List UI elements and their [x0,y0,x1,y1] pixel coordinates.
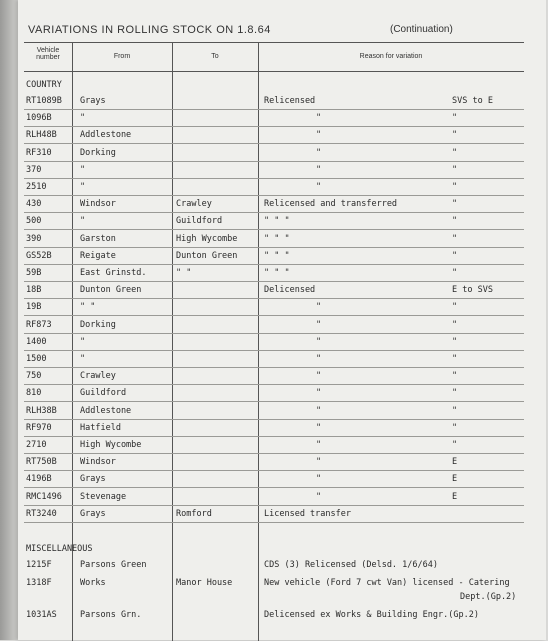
table-row [24,317,524,334]
header-vehicle: Vehicle number [36,47,60,61]
table-row [24,179,524,196]
reason-extra: " [452,336,458,347]
from-garage: East Grinstd. [80,268,147,278]
table-row-continuation [24,589,524,606]
from-garage: " [80,336,86,347]
ditto-mark: " [316,336,322,347]
ditto-mark: " [316,388,322,399]
table-row [24,127,524,144]
from-garage: Garston [80,233,116,244]
table-row [24,471,524,488]
from-garage: " [80,164,86,175]
vehicle-number: 1500 [26,354,47,364]
reason-text: New vehicle (Ford 7 cwt Van) licensed - Catering [264,578,510,588]
reason-extra: E to SVS [452,285,493,296]
to-garage: Guildford [176,216,223,227]
from-garage: Reigate [80,250,116,261]
reason-extra: " [452,199,458,210]
section-label: COUNTRY [26,80,62,90]
from-garage: " [80,216,86,227]
ditto-mark: " [316,354,322,364]
to-garage: " " [176,268,192,278]
table-row [24,385,524,402]
reason-extra: " [452,113,458,124]
reason-extra: " [452,182,458,192]
reason-extra: E [452,457,458,468]
reason-text: Relicensed and transferred [264,199,398,210]
table-row [24,93,524,110]
from-garage: Parsons Grn. [80,610,142,620]
reason-extra: " [452,371,458,382]
vehicle-number: 1215F [26,560,52,570]
header-from: From [113,53,131,60]
from-garage: Guildford [80,388,127,399]
vehicle-number: 2710 [26,440,47,450]
table-row [24,506,524,523]
document-title: VARIATIONS IN ROLLING STOCK ON 1.8.64 [28,24,271,36]
vehicle-number: 19B [26,302,42,313]
ditto-mark: " [316,147,322,158]
vehicle-number: 390 [26,233,42,244]
table-row [24,351,524,368]
reason-extra: E [452,474,458,485]
reason-extra: " [452,268,458,278]
table-row [24,110,524,127]
vehicle-number: 2510 [26,182,47,192]
reason-extra: " [452,233,458,244]
vehicle-number: 1400 [26,336,47,347]
section-label: MISCELLANEOUS [26,544,93,554]
to-garage: High Wycombe [176,233,238,244]
vehicle-number: RLH38B [26,405,57,416]
table-row [24,231,524,248]
vehicle-number: RMC1496 [26,491,62,502]
table-row [24,145,524,162]
to-garage: Romford [176,508,212,519]
ditto-mark: " [316,182,322,192]
vehicle-number: RT750B [26,457,57,468]
reason-extra: " [452,216,458,227]
from-garage: Grays [80,508,106,519]
table-header [24,43,524,72]
ditto-mark: " [316,319,322,330]
to-garage: Dunton Green [176,250,238,261]
vehicle-number: 1096B [26,113,52,124]
table-row [24,213,524,230]
section-country [24,77,524,94]
table-row [24,437,524,454]
reason-extra: SVS to E [452,96,493,106]
reason-extra: " [452,319,458,330]
continuation-label: (Continuation) [390,24,453,35]
reason-text: Delicensed [264,285,316,296]
reason-extra: " [452,250,458,261]
from-garage: Windsor [80,199,116,210]
from-garage: Works [80,578,106,588]
vehicle-number: 370 [26,164,42,175]
reason-extra: " [452,422,458,433]
from-garage: Addlestone [80,130,132,141]
from-garage: Crawley [80,371,116,382]
ditto-mark: " [316,457,322,468]
reason-text: CDS (3) Relicensed (Delsd. 1/6/64) [264,560,438,570]
from-garage: Grays [80,96,106,106]
reason-extra: " [452,147,458,158]
ditto-mark: " [316,371,322,382]
ditto-mark: " [316,474,322,485]
vehicle-number: GS52B [26,250,52,261]
reason-text: " " " [264,216,290,227]
table-row [24,557,524,574]
table-row [24,403,524,420]
reason-text: " " " [264,233,290,244]
reason-extra: " [452,388,458,399]
ditto-mark: " [316,113,322,124]
table-row [24,299,524,316]
table-row [24,334,524,351]
reason-text: " " " [264,268,290,278]
from-garage: Stevenage [80,491,127,502]
from-garage: " [80,354,86,364]
page-edge [0,0,18,640]
reason-extra: " [452,405,458,416]
vehicle-number: 4196B [26,474,52,485]
table-row [24,282,524,299]
reason-extra: " [452,354,458,364]
ditto-mark: " [316,302,322,313]
from-garage: Grays [80,474,106,485]
reason-text: Licensed transfer [264,508,351,519]
table-row [24,196,524,213]
table-row [24,420,524,437]
vehicle-number: 810 [26,388,42,399]
reason-extra: " [452,164,458,175]
ditto-mark: " [316,440,322,450]
section-misc [24,541,524,558]
from-garage: Dorking [80,319,116,330]
vehicle-number: RF970 [26,422,52,433]
vehicle-number: 430 [26,199,42,210]
table-row [24,248,524,265]
reason-extra: " [452,130,458,141]
vehicle-number: RT3240 [26,508,57,519]
header-to: To [211,53,219,60]
from-garage: Dunton Green [80,285,142,296]
variations-table [24,42,524,641]
from-garage: Addlestone [80,405,132,416]
table-row [24,265,524,282]
vehicle-number: RF873 [26,319,52,330]
ditto-mark: " [316,130,322,141]
vehicle-number: RF310 [26,147,52,158]
from-garage: Dorking [80,147,116,158]
ditto-mark: " [316,405,322,416]
ditto-mark: " [316,422,322,433]
from-garage: High Wycombe [80,440,142,450]
vehicle-number: 500 [26,216,42,227]
from-garage: " [80,113,86,124]
header-reason: Reason for variation [359,53,423,60]
table-row [24,162,524,179]
from-garage: Parsons Green [80,560,147,570]
ditto-mark: " [316,164,322,175]
vehicle-number: RLH48B [26,130,57,141]
row-rule [24,522,524,523]
from-garage: Windsor [80,457,116,468]
reason-extra: Dept.(Gp.2) [460,592,517,602]
vehicle-number: 59B [26,268,42,278]
table-row [24,368,524,385]
from-garage: Hatfield [80,422,121,433]
vehicle-number: RT1089B [26,96,62,106]
vehicle-number: 750 [26,371,42,382]
table-row [24,454,524,471]
reason-extra: " [452,302,458,313]
vehicle-number: 1318F [26,578,52,588]
reason-text: " " " [264,250,290,261]
reason-extra: " [452,440,458,450]
reason-text: Delicensed ex Works & Building Engr.(Gp.2) [264,610,479,620]
reason-extra: E [452,491,458,502]
from-garage: " [80,182,86,192]
to-garage: Crawley [176,199,212,210]
vehicle-number: 18B [26,285,42,296]
table-row [24,489,524,506]
reason-text: Relicensed [264,96,316,106]
table-row [24,607,524,624]
from-garage: " " [80,302,96,313]
to-garage: Manor House [176,578,233,588]
vehicle-number: 1031AS [26,610,57,620]
ditto-mark: " [316,491,322,502]
